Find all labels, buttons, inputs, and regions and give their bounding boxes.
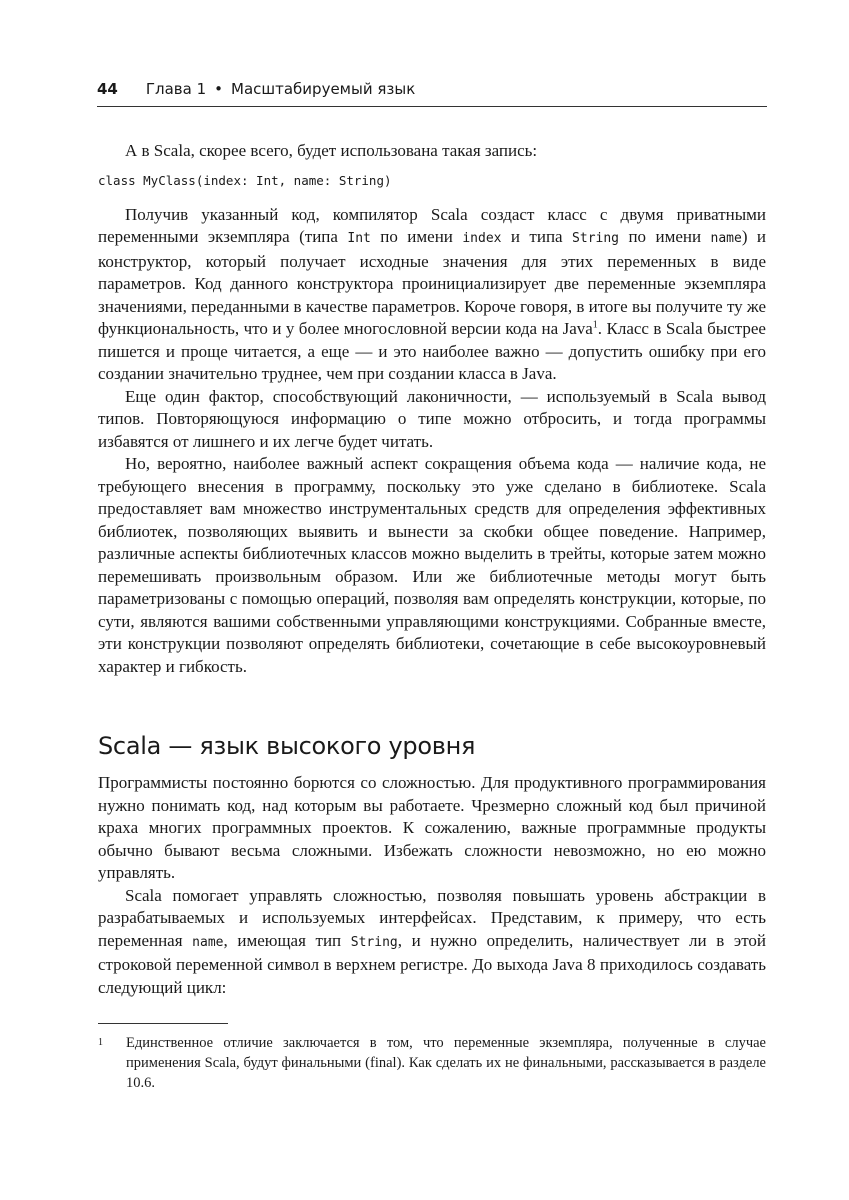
footnote-number: 1 [98, 1037, 103, 1048]
intro-paragraph: А в Scala, скорее всего, будет использована такая запись: [125, 141, 538, 160]
chapter-label: Глава 1 [145, 80, 207, 98]
page-number: 44 [97, 80, 118, 98]
section-heading: Scala — язык высокого уровня [98, 732, 476, 760]
paragraph-type-inference: Еще один фактор, способствующий лаконичности, — используемый в Scala вывод типов. Повторяющуюся информацию о типе можно отбросить, и тогда программы избавятся от лишнего и их легче будет читать. [98, 386, 766, 451]
paragraph-complexity: Программисты постоянно борются со сложностью. Для продуктивного программирования нужно понимать код, над которым вы работаете. Чрезмерно сложный код был причиной краха многих программных проектов. К сожалению, важные программные продукты обычно бывают весьма сложными. Избежать сложности невозможно, но ею можно управлять. [98, 773, 766, 882]
paragraph-compiler: Получив указанный код, компилятор Scala создаст класс с двумя приватными переменными экземпляра (типа Int по имени index и типа String по имени name) и конструктор, который получает исходные значения для этих переменных в виде параметров. Код данного конструктора проинициализирует две переменные экземпляра значениями, переданными в качестве параметров. Короче говоря, в итоге вы получите ту же функциональность, что и у более многословной версии кода на Java$^1$. Класс в Scala быстрее пишется и проще читается, а еще — и это наиболее важно — допустить ошибку при его создании значительно труднее, чем при создании класса в Java. [98, 204, 766, 383]
inline-code: String [350, 934, 398, 950]
footnote [98, 1033, 766, 1093]
inline-code: Int [347, 231, 371, 246]
paragraph-libraries: Но, вероятно, наиболее важный аспект сокращения объема кода — наличие кода, не требующего внесения в программу, поскольку это уже сделано в библиотеке. Scala предоставляет вам множество инструментальных средств для определения эффективных библиотек, позволяющих выявить и вынести за скобки общее поведение. Например, различные аспекты библиотечных классов можно выделить в трейты, которые затем можно перемешивать произвольным образом. Или же библиотечные методы могут быть параметризованы с помощью операций, позволяя вам определять конструкции, которые, по сути, являются вашими собственными управляющими конструкциями. Собранные вместе, эти конструкции позволяют определять библиотеки, сочетающие в себе высокоуровневый характер и гибкость. [98, 454, 766, 676]
code-example: class MyClass(index: Int, name: String) [98, 172, 392, 188]
page-body [98, 140, 766, 1093]
inline-code: index [462, 231, 502, 246]
paragraph-abstraction: Scala помогает управлять сложностью, позволяя повышать уровень абстракции в разрабатываемых и используемых интерфейсах. Представим, к примеру, что есть переменная name, имеющая тип String, и нужно определить, наличествует ли в этой строковой переменной символ в верхнем регистре. До выхода Java 8 приходилось создавать следующий цикл: [98, 885, 766, 997]
inline-code: name [710, 231, 742, 246]
inline-code: name [192, 934, 224, 950]
header-bullet: • [214, 80, 224, 98]
chapter-title: Масштабируемый язык [231, 80, 416, 98]
footnote-ref[interactable]: 1 [592, 319, 598, 331]
footnote-text: Единственное отличие заключается в том, что переменные экземпляра, полученные в случае применения Scala, будут финальными (final). Как сделать их не финальными, рассказывается в разделе 10.6. [126, 1035, 766, 1091]
footnote-divider [98, 1023, 228, 1024]
inline-code: String [572, 231, 620, 246]
running-header [97, 80, 767, 107]
